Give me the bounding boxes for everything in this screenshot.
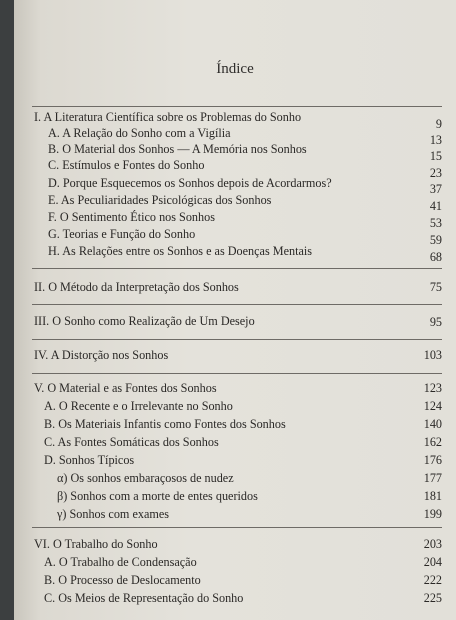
toc-page-number: 140: [423, 417, 442, 431]
toc-page-number: 199: [423, 507, 442, 521]
toc-page-number: 176: [423, 453, 442, 467]
toc-page-number: 177: [423, 471, 442, 485]
toc-page-number: 162: [423, 435, 442, 449]
toc-page-number: 203: [423, 537, 442, 551]
toc-page-number: 68: [429, 250, 442, 264]
toc-page-number: 103: [423, 348, 442, 362]
toc-page-number: 41: [429, 199, 442, 213]
toc-section-heading: IV. A Distorção nos Sonhos: [34, 348, 169, 362]
toc-entry: C. As Fontes Somáticas dos Sonhos: [44, 435, 219, 449]
toc-page-number: 75: [429, 280, 442, 294]
toc-entry: C. Os Meios de Representação do Sonho: [44, 591, 244, 605]
toc-page-number: 59: [429, 233, 442, 247]
section-divider: [32, 268, 442, 269]
section-divider: [32, 527, 442, 528]
toc-entry: B. Os Materiais Infantis como Fontes dos Sonhos: [44, 417, 286, 431]
section-divider: [32, 373, 442, 374]
toc-section-heading: III. O Sonho como Realização de Um Desejo: [34, 314, 255, 328]
toc-page-number: 124: [423, 399, 442, 413]
toc-page-number: 123: [423, 381, 442, 395]
toc-page-number: 181: [423, 489, 442, 503]
toc-subentry: β) Sonhos com a morte de entes queridos: [57, 489, 258, 503]
toc-section-heading: I. A Literatura Científica sobre os Problemas do Sonho: [34, 110, 302, 124]
toc-section-heading: II. O Método da Interpretação dos Sonhos: [34, 280, 239, 294]
section-divider: [32, 304, 442, 305]
toc-page-number: 23: [429, 166, 442, 180]
toc-page-number: 15: [429, 149, 442, 163]
toc-section-heading: VI. O Trabalho do Sonho: [34, 537, 158, 551]
page-title: Índice: [216, 61, 254, 77]
toc-entry: G. Teorias e Função do Sonho: [48, 227, 196, 241]
toc-entry: A. O Recente e o Irrelevante no Sonho: [44, 399, 233, 413]
toc-page-number: 95: [429, 315, 442, 329]
toc-section-heading: V. O Material e as Fontes dos Sonhos: [34, 381, 217, 395]
book-page: [14, 0, 456, 620]
toc-page-number: 53: [429, 216, 442, 230]
toc-entry: A. O Trabalho de Condensação: [44, 555, 197, 569]
toc-entry: F. O Sentimento Ético nos Sonhos: [48, 210, 215, 224]
toc-entry: D. Porque Esquecemos os Sonhos depois de Acordarmos?: [48, 176, 332, 190]
toc-subentry: α) Os sonhos embaraçosos de nudez: [57, 471, 234, 485]
toc-page-number: 9: [435, 117, 442, 131]
toc-entry: B. O Material dos Sonhos — A Memória nos Sonhos: [48, 142, 307, 156]
toc-entry: H. As Relações entre os Sonhos e as Doenças Mentais: [48, 244, 313, 258]
toc-page-number: 222: [423, 573, 442, 587]
toc-entry: A. A Relação do Sonho com a Vigília: [48, 126, 231, 140]
toc-entry: B. O Processo de Deslocamento: [44, 573, 201, 587]
toc-page-number: 13: [429, 133, 442, 147]
toc-subentry: γ) Sonhos com exames: [57, 507, 170, 521]
toc-page-number: 204: [423, 555, 442, 569]
section-divider: [32, 106, 442, 107]
toc-page-number: 37: [429, 182, 442, 196]
toc-page-number: 225: [423, 591, 442, 605]
toc-entry: C. Estímulos e Fontes do Sonho: [48, 158, 205, 172]
section-divider: [32, 339, 442, 340]
toc-entry: E. As Peculiaridades Psicológicas dos Sonhos: [48, 193, 272, 207]
toc-entry: D. Sonhos Típicos: [44, 453, 135, 467]
